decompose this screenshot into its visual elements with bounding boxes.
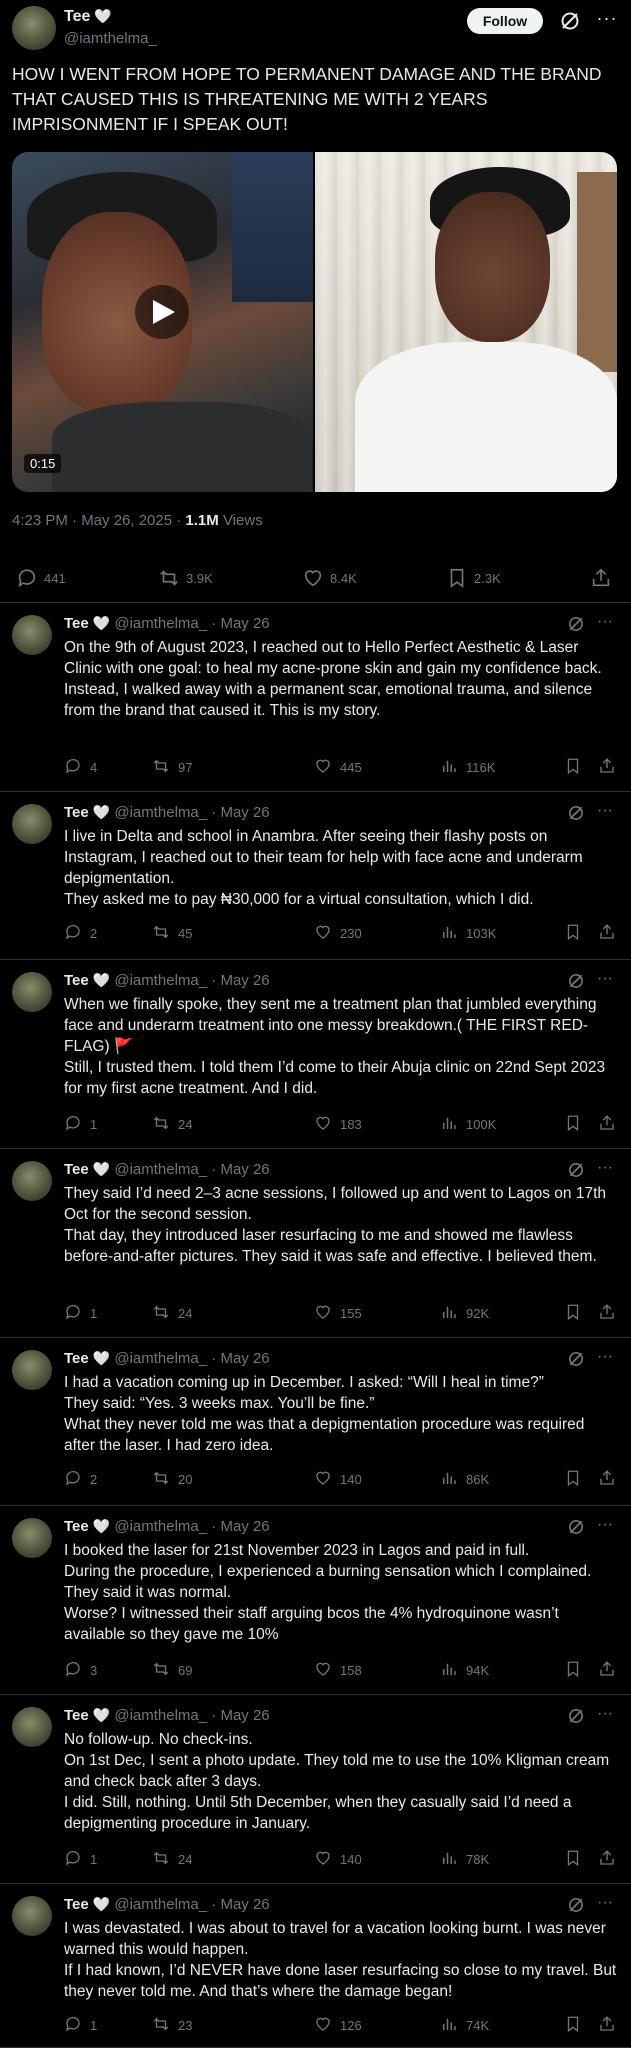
reply-text-line: During the procedure, I experienced a burning sensation which I complained. They said it was normal. <box>64 1563 592 1601</box>
repost-icon <box>152 1660 170 1681</box>
handle[interactable]: @iamthelma_ <box>114 1707 208 1724</box>
play-icon[interactable] <box>135 285 189 339</box>
like-button[interactable]: 140 <box>314 1468 362 1490</box>
reply-text-line: I had a vacation coming up in December. I asked: “Will I heal in time?” <box>64 1374 544 1391</box>
post-date[interactable]: · May 26 <box>211 1707 270 1724</box>
reply-tweet[interactable] <box>0 603 631 792</box>
views-button[interactable]: 103K <box>440 922 496 944</box>
views-label: Views <box>218 512 263 529</box>
like-button[interactable]: 140 <box>314 1848 362 1870</box>
repost-icon <box>152 757 170 778</box>
share-icon <box>598 1469 616 1490</box>
share-button[interactable] <box>598 922 616 944</box>
avatar[interactable] <box>12 1707 52 1747</box>
reply-header <box>64 1350 619 1370</box>
reply-actions <box>64 1113 619 1135</box>
handle[interactable]: @iamthelma_ <box>114 615 208 632</box>
display-name[interactable]: Tee <box>64 804 89 821</box>
view-count: 1.1M <box>185 512 219 529</box>
reply-text-line: That day, they introduced laser resurfacing to me and showed me flawless before-and-after pictures. They said it was safe and effective. I believed them. <box>64 1227 597 1265</box>
more-options-icon[interactable]: ··· <box>597 1705 613 1722</box>
reply-text-line: What they never told me was that a depigmentation procedure was required after the laser. I had zero idea. <box>64 1416 585 1454</box>
repost-icon <box>152 1849 170 1870</box>
follow-button[interactable]: Follow <box>467 8 543 34</box>
grok-icon[interactable] <box>567 1350 585 1368</box>
reply-actions <box>64 1302 619 1324</box>
display-name[interactable]: Tee <box>64 1707 89 1724</box>
white-heart-icon: 🤍 <box>92 1518 111 1534</box>
reply-tweet[interactable] <box>0 1149 631 1338</box>
reply-text <box>64 1372 619 1456</box>
heart-icon <box>314 923 332 944</box>
reply-button[interactable]: 2 <box>64 1468 97 1490</box>
white-heart-icon: 🤍 <box>92 1707 111 1723</box>
repost-icon <box>152 2015 170 2036</box>
reply-button[interactable]: 1 <box>64 1848 97 1870</box>
avatar[interactable] <box>12 972 52 1012</box>
reply-tweet[interactable] <box>0 1884 631 2048</box>
reply-text <box>64 1540 619 1645</box>
share-button[interactable] <box>598 1302 616 1324</box>
share-icon <box>598 1660 616 1681</box>
reply-text-line: They asked me to pay ₦30,000 for a virtual consultation, which I did. <box>64 891 534 908</box>
bookmark-button[interactable] <box>564 756 582 778</box>
reply-header <box>64 972 619 992</box>
more-options-icon[interactable]: ··· <box>597 970 613 987</box>
like-button[interactable]: 126 <box>314 2014 362 2036</box>
reply-icon <box>64 2015 82 2036</box>
reply-actions <box>64 922 619 944</box>
bookmark-icon <box>564 1469 582 1490</box>
reply-text-line: On the 9th of August 2023, I reached out to Hello Perfect Aesthetic & Laser Clinic with one goal: to heal my acne-prone skin and gain my confidence back. <box>64 639 602 677</box>
views-button[interactable]: 92K <box>440 1302 489 1324</box>
reply-text-line: On 1st Dec, I sent a photo update. They told me to use the 10% Kligman cream and check back after 3 days. <box>64 1752 610 1790</box>
photo[interactable] <box>315 152 617 492</box>
like-button[interactable]: 155 <box>314 1302 362 1324</box>
repost-button[interactable]: 24 <box>152 1113 192 1135</box>
repost-icon <box>158 567 180 589</box>
post-header <box>12 4 619 48</box>
reply-text-line: They said I’d need 2–3 acne sessions, I followed up and went to Lagos on 17th Oct for the second session. <box>64 1185 607 1223</box>
reply-text <box>64 1918 619 2002</box>
bookmark-icon <box>446 567 468 589</box>
views-button[interactable]: 100K <box>440 1113 496 1135</box>
white-heart-icon: 🤍 <box>92 1896 111 1912</box>
repost-button[interactable]: 24 <box>152 1848 192 1870</box>
reply-button[interactable]: 1 <box>64 1302 97 1324</box>
avatar[interactable] <box>12 1896 52 1936</box>
views-icon <box>440 1303 458 1324</box>
reply-text-line: When we finally spoke, they sent me a treatment plan that jumbled everything face and underarm treatment into one messy breakdown.( THE FIRST RED-FLAG) 🚩 <box>64 996 597 1055</box>
share-button[interactable] <box>598 1468 616 1490</box>
reply-text-line: I live in Delta and school in Anambra. After seeing their flashy posts on Instagram, I reached out to their team for help with face acne and underarm depigmentation. <box>64 828 583 887</box>
share-button[interactable] <box>590 564 612 592</box>
reply-tweet[interactable] <box>0 960 631 1149</box>
bookmark-icon <box>564 1303 582 1324</box>
post-date[interactable]: · May 26 <box>211 804 270 821</box>
reply-button[interactable]: 3 <box>64 1659 97 1681</box>
bookmark-button[interactable] <box>564 922 582 944</box>
reply-header <box>64 615 619 635</box>
share-button[interactable] <box>598 1848 616 1870</box>
main-post <box>0 0 631 602</box>
heart-icon <box>314 2015 332 2036</box>
like-button[interactable]: 8.4K <box>302 564 357 592</box>
share-button[interactable] <box>598 1659 616 1681</box>
handle[interactable]: @iamthelma_ <box>114 804 208 821</box>
repost-button[interactable]: 3.9K <box>158 564 213 592</box>
reply-icon <box>64 923 82 944</box>
bookmark-icon <box>564 1849 582 1870</box>
reply-tweet[interactable] <box>0 1506 631 1695</box>
post-actions <box>16 564 615 592</box>
bookmark-button[interactable] <box>564 1848 582 1870</box>
media-grid[interactable] <box>12 152 617 492</box>
reply-text-line: They said: “Yes. 3 weeks max. You’ll be fine.” <box>64 1395 375 1412</box>
reply-text-line: Instead, I walked away with a permanent scar, emotional trauma, and silence from the brand that caused it. This is my story. <box>64 681 593 719</box>
heart-icon <box>314 1849 332 1870</box>
reply-text-line: I did. Still, nothing. Until 5th December, when they casually said I’d need a depigmenting procedure in January. <box>64 1794 572 1832</box>
reply-text <box>64 826 619 910</box>
share-icon <box>590 567 612 589</box>
reply-button[interactable]: 4 <box>64 756 97 778</box>
reply-icon <box>64 1303 82 1324</box>
grok-icon[interactable] <box>567 1518 585 1536</box>
grok-icon[interactable] <box>567 804 585 822</box>
reply-button[interactable]: 1 <box>64 2014 97 2036</box>
views-button[interactable]: 86K <box>440 1468 489 1490</box>
reply-header <box>64 1896 619 1916</box>
views-icon <box>440 1114 458 1135</box>
reply-icon <box>64 1660 82 1681</box>
display-name[interactable]: Tee <box>64 615 89 632</box>
post-date[interactable]: · May 26 <box>211 1518 270 1535</box>
reply-icon <box>64 1469 82 1490</box>
display-name[interactable]: Tee <box>64 1161 89 1178</box>
bookmark-icon <box>564 1660 582 1681</box>
white-heart-icon: 🤍 <box>94 8 112 24</box>
repost-button[interactable]: 24 <box>152 1302 192 1324</box>
handle[interactable]: @iamthelma_ <box>114 972 208 989</box>
views-icon <box>440 2015 458 2036</box>
white-heart-icon: 🤍 <box>92 615 111 631</box>
views-icon <box>440 923 458 944</box>
reply-text-line: No follow-up. No check-ins. <box>64 1731 253 1748</box>
reply-icon <box>64 1849 82 1870</box>
display-name[interactable]: Tee <box>64 972 89 989</box>
share-icon <box>598 2015 616 2036</box>
like-button[interactable]: 445 <box>314 756 362 778</box>
heart-icon <box>314 1303 332 1324</box>
post-date[interactable]: · May 26 <box>211 1350 270 1367</box>
reply-actions <box>64 1468 619 1490</box>
reply-tweet[interactable] <box>0 1338 631 1506</box>
display-name[interactable]: Tee <box>64 1350 89 1367</box>
handle[interactable]: @iamthelma_ <box>114 1161 208 1178</box>
views-button[interactable]: 78K <box>440 1848 489 1870</box>
grok-icon[interactable] <box>559 10 581 32</box>
grok-icon[interactable] <box>567 1707 585 1725</box>
bookmark-icon <box>564 757 582 778</box>
grok-icon[interactable] <box>567 972 585 990</box>
handle[interactable]: @iamthelma_ <box>114 1896 208 1913</box>
display-name[interactable]: Tee <box>64 1896 89 1913</box>
reply-text <box>64 637 619 721</box>
views-icon <box>440 1849 458 1870</box>
reply-text-line: Still, I trusted them. I told them I’d come to their Abuja clinic on 22nd Sept 2023 for my first acne treatment. And I did. <box>64 1059 606 1097</box>
share-icon <box>598 1849 616 1870</box>
reply-button[interactable]: 2 <box>64 922 97 944</box>
repost-icon <box>152 1303 170 1324</box>
repost-button[interactable]: 45 <box>152 922 192 944</box>
reply-icon <box>16 567 38 589</box>
more-options-icon[interactable]: ··· <box>596 8 618 28</box>
reply-text <box>64 1183 619 1267</box>
grok-icon[interactable] <box>567 1896 585 1914</box>
white-heart-icon: 🤍 <box>92 1350 111 1366</box>
post-date[interactable]: · May 26 <box>211 972 270 989</box>
display-name[interactable]: Tee 🤍 <box>64 8 112 25</box>
repost-button[interactable]: 69 <box>152 1659 192 1681</box>
reply-tweet[interactable] <box>0 1695 631 1884</box>
bookmark-icon <box>564 2015 582 2036</box>
reply-button[interactable]: 1 <box>64 1113 97 1135</box>
handle[interactable]: @iamthelma_ <box>64 30 157 47</box>
video-thumbnail[interactable] <box>12 152 313 492</box>
reply-text <box>64 1729 619 1834</box>
like-button[interactable]: 230 <box>314 922 362 944</box>
share-button[interactable] <box>598 756 616 778</box>
avatar[interactable] <box>12 1518 52 1558</box>
heart-icon <box>314 757 332 778</box>
white-heart-icon: 🤍 <box>92 972 111 988</box>
post-date[interactable]: · May 26 <box>211 615 270 632</box>
more-options-icon[interactable]: ··· <box>597 802 613 819</box>
repost-icon <box>152 923 170 944</box>
views-icon <box>440 1660 458 1681</box>
reply-header <box>64 1707 619 1727</box>
bookmark-icon <box>564 923 582 944</box>
share-icon <box>598 1114 616 1135</box>
avatar[interactable] <box>12 6 56 50</box>
bookmark-button[interactable] <box>564 1302 582 1324</box>
avatar[interactable] <box>12 804 52 844</box>
reply-text-line: If I had known, I’d NEVER have done laser resurfacing so close to my travel. But they never told me. And that’s where the damage began! <box>64 1962 617 2000</box>
more-options-icon[interactable]: ··· <box>597 1516 613 1533</box>
repost-icon <box>152 1469 170 1490</box>
reply-actions <box>64 756 619 778</box>
repost-icon <box>152 1114 170 1135</box>
bookmark-button[interactable] <box>564 1113 582 1135</box>
avatar[interactable] <box>12 1161 52 1201</box>
bookmark-button[interactable] <box>564 1468 582 1490</box>
share-icon <box>598 757 616 778</box>
heart-icon <box>314 1114 332 1135</box>
repost-button[interactable]: 23 <box>152 2014 192 2036</box>
views-button[interactable]: 94K <box>440 1659 489 1681</box>
heart-icon <box>302 567 324 589</box>
more-options-icon[interactable]: ··· <box>597 1348 613 1365</box>
reply-actions <box>64 1848 619 1870</box>
more-options-icon[interactable]: ··· <box>597 1894 613 1911</box>
reply-header <box>64 1518 619 1538</box>
repost-button[interactable]: 97 <box>152 756 192 778</box>
white-heart-icon: 🤍 <box>92 1161 111 1177</box>
timestamp[interactable]: 4:23 PM · May 26, 2025 · <box>12 512 186 529</box>
share-button[interactable] <box>598 2014 616 2036</box>
reply-icon <box>64 757 82 778</box>
post-meta <box>12 512 263 529</box>
bookmark-button[interactable] <box>564 1659 582 1681</box>
share-icon <box>598 923 616 944</box>
grok-icon[interactable] <box>567 615 585 633</box>
reply-actions <box>64 2014 619 2036</box>
views-icon <box>440 1469 458 1490</box>
reply-icon <box>64 1114 82 1135</box>
display-name[interactable]: Tee <box>64 1518 89 1535</box>
views-button[interactable]: 116K <box>440 756 495 778</box>
video-duration: 0:15 <box>24 454 61 473</box>
reply-text-line: I was devastated. I was about to travel for a vacation looking burnt. I was never warned this would happen. <box>64 1920 606 1958</box>
reply-text-line: I booked the laser for 21st November 2023 in Lagos and paid in full. <box>64 1542 530 1559</box>
white-heart-icon: 🤍 <box>92 804 111 820</box>
avatar[interactable] <box>12 615 52 655</box>
more-options-icon[interactable]: ··· <box>597 1159 613 1176</box>
heart-icon <box>314 1469 332 1490</box>
post-date[interactable]: · May 26 <box>211 1896 270 1913</box>
bookmark-icon <box>564 1114 582 1135</box>
heart-icon <box>314 1660 332 1681</box>
bookmark-button[interactable]: 2.3K <box>446 564 501 592</box>
like-button[interactable]: 183 <box>314 1113 362 1135</box>
reply-tweet[interactable] <box>0 792 631 960</box>
post-date[interactable]: · May 26 <box>211 1161 270 1178</box>
share-button[interactable] <box>598 1113 616 1135</box>
avatar[interactable] <box>12 1350 52 1390</box>
bookmark-button[interactable] <box>564 2014 582 2036</box>
repost-button[interactable]: 20 <box>152 1468 192 1490</box>
reply-text-line: Worse? I witnessed their staff arguing bcos the 4% hydroquinone wasn’t available so they gave me 10% <box>64 1605 559 1643</box>
reply-text <box>64 994 619 1099</box>
post-text: HOW I WENT FROM HOPE TO PERMANENT DAMAGE AND THE BRAND THAT CAUSED THIS IS THREATENING ME WITH 2 YEARS IMPRISONMENT IF I SPEAK OUT! <box>12 64 602 134</box>
handle[interactable]: @iamthelma_ <box>114 1518 208 1535</box>
reply-button[interactable]: 441 <box>16 564 66 592</box>
like-button[interactable]: 158 <box>314 1659 362 1681</box>
share-icon <box>598 1303 616 1324</box>
handle[interactable]: @iamthelma_ <box>114 1350 208 1367</box>
reply-header <box>64 1161 619 1181</box>
views-icon <box>440 757 458 778</box>
grok-icon[interactable] <box>567 1161 585 1179</box>
reply-header <box>64 804 619 824</box>
reply-actions <box>64 1659 619 1681</box>
views-button[interactable]: 74K <box>440 2014 489 2036</box>
more-options-icon[interactable]: ··· <box>597 613 613 630</box>
